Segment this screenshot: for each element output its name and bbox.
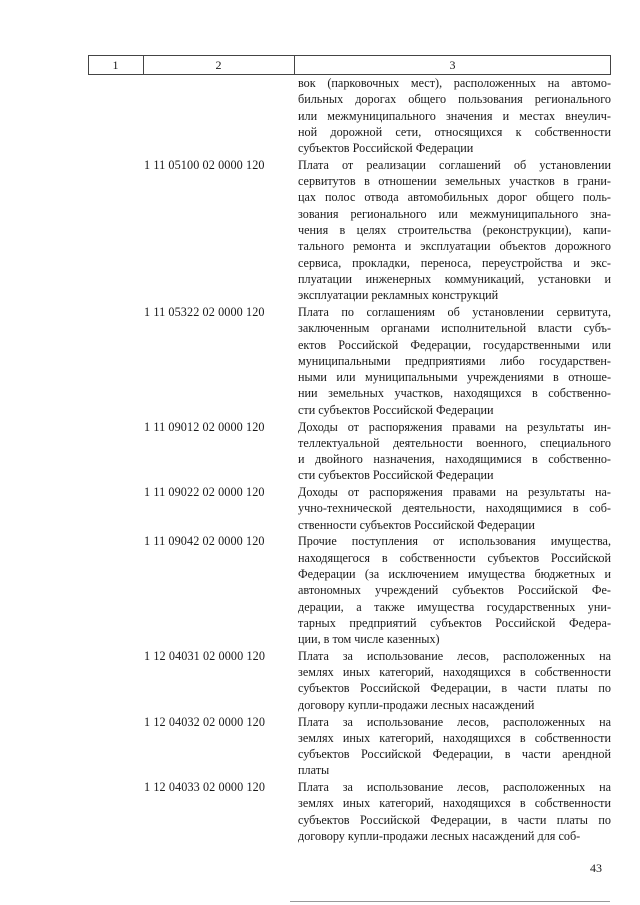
- budget-code: 1 12 04032 02 0000 120: [144, 714, 266, 729]
- description-line: сервитутов в отношении земельных участков в грани-: [298, 174, 611, 189]
- budget-code: 1 12 04031 02 0000 120: [144, 648, 266, 663]
- description-line: Доходы от распоряжения правами на результаты ин-: [298, 419, 611, 434]
- description-line: землях иных категорий, находящихся в собственности: [298, 730, 611, 745]
- description-line: ной дорожной сети, относящихся к собственности: [298, 124, 611, 139]
- budget-code: 1 12 04033 02 0000 120: [144, 780, 266, 795]
- budget-code: 1 11 05100 02 0000 120: [144, 157, 265, 172]
- description-line: Прочие поступления от использования имущества,: [298, 534, 611, 549]
- header-col-1: 1: [112, 58, 119, 72]
- description-line: чения в целях строительства (реконструкции), капи-: [298, 223, 611, 238]
- description-line: тарных предприятий субъектов Российской Федера-: [298, 615, 611, 630]
- table-row: [88, 533, 611, 647]
- revenue-description: [298, 75, 611, 156]
- header-divider: [610, 56, 611, 74]
- revenue-description: [298, 533, 611, 647]
- description-line: вок (парковочных мест), расположенных на автомо-: [298, 76, 611, 90]
- description-line: зования регионального или межмуниципального зна-: [298, 206, 611, 221]
- description-line: находящегося в собственности субъектов Российской: [298, 550, 611, 565]
- description-line: или межмуниципального значения и местах внеулич-: [298, 108, 611, 123]
- description-line: заключенным органами исполнительной власти субъ-: [298, 321, 611, 336]
- budget-code: 1 11 05322 02 0000 120: [144, 305, 265, 319]
- description-line: землях иных категорий, находящихся в собственности: [298, 796, 611, 811]
- description-line: муниципальными предприятиями либо государствен-: [298, 353, 611, 368]
- revenue-description: [298, 484, 611, 533]
- description-line: ственности субъектов Российской Федерации: [298, 517, 535, 532]
- description-line: эксплуатации рекламных конструкций: [298, 288, 499, 303]
- description-line: договору купли-продажи лесных насаждений: [298, 697, 535, 712]
- table-row: [88, 779, 611, 844]
- description-line: субъектов Российской Федерации: [298, 141, 474, 156]
- budget-code: 1 11 09022 02 0000 120: [144, 485, 265, 500]
- description-line: бильных дорогах общего пользования регионального: [298, 92, 611, 107]
- revenue-description: [298, 157, 611, 304]
- description-line: сервиса, прокладки, переноса, переустройства и экс-: [298, 255, 611, 270]
- description-line: субъектов Российской Федерации, в части арендной: [298, 747, 611, 762]
- description-line: Плата за использование лесов, расположенных на: [298, 648, 611, 663]
- description-line: платы: [298, 763, 330, 778]
- description-line: тального ремонта и эксплуатации объектов дорожного: [298, 239, 611, 254]
- description-line: ектов Российской Федерации, государственными или: [298, 337, 611, 352]
- table-header: [88, 55, 611, 75]
- page-number: 43: [590, 861, 602, 875]
- budget-code: 1 11 09012 02 0000 120: [144, 419, 265, 434]
- footer-rule: [290, 901, 610, 902]
- description-line: цах полос отвода автомобильных дорог общего поль-: [298, 190, 611, 205]
- description-line: Плата от реализации соглашений об установлении: [298, 157, 611, 172]
- header-col-3: 3: [449, 58, 456, 72]
- revenue-description: [298, 714, 611, 779]
- table-row: [88, 419, 611, 484]
- description-line: субъектов Российской Федерации, в части платы по: [298, 681, 611, 696]
- description-line: и двойного назначения, находящимися в собственно-: [298, 452, 611, 467]
- description-line: сти субъектов Российской Федерации: [298, 468, 494, 483]
- description-line: Плата за использование лесов, расположенных на: [298, 714, 611, 729]
- description-line: нии земельных участков, находящихся в собственно-: [298, 386, 611, 401]
- description-line: плуатации инженерных коммуникаций, установки и: [298, 271, 611, 286]
- table-row: [88, 714, 611, 779]
- description-line: дерации, а также имущества государственных уни-: [298, 599, 611, 614]
- description-line: Доходы от распоряжения правами на результаты на-: [298, 485, 611, 500]
- description-line: договору купли-продажи лесных насаждений для соб-: [298, 828, 581, 843]
- description-line: Плата по соглашениям об установлении сервитута,: [298, 305, 611, 319]
- description-line: Плата за использование лесов, расположенных на: [298, 780, 611, 795]
- table-row: [88, 75, 611, 157]
- header-col-2: 2: [215, 58, 222, 72]
- description-line: ными или муниципальными учреждениями в отноше-: [298, 370, 611, 385]
- table-row: [88, 484, 611, 533]
- description-line: учно-технической деятельности, находящимися в соб-: [298, 501, 611, 516]
- table-row: [88, 648, 611, 713]
- description-line: землях иных категорий, находящихся в собственности: [298, 665, 611, 680]
- description-line: субъектов Российской Федерации, в части платы по: [298, 812, 611, 827]
- table-row: [88, 157, 611, 304]
- revenue-description: [298, 648, 611, 713]
- description-line: автономных учреждений субъектов Российской Фе-: [298, 583, 611, 598]
- revenue-description: [298, 779, 611, 844]
- revenue-description: [298, 304, 611, 418]
- description-line: Федерации (за исключением имущества бюджетных и: [298, 566, 611, 581]
- revenue-description: [298, 419, 611, 484]
- table-row: [88, 304, 611, 418]
- description-line: ции, в том числе казенных): [298, 632, 440, 647]
- budget-code: 1 11 09042 02 0000 120: [144, 534, 265, 549]
- description-line: сти субъектов Российской Федерации: [298, 402, 494, 417]
- description-line: теллектуальной деятельности военного, специального: [298, 435, 611, 450]
